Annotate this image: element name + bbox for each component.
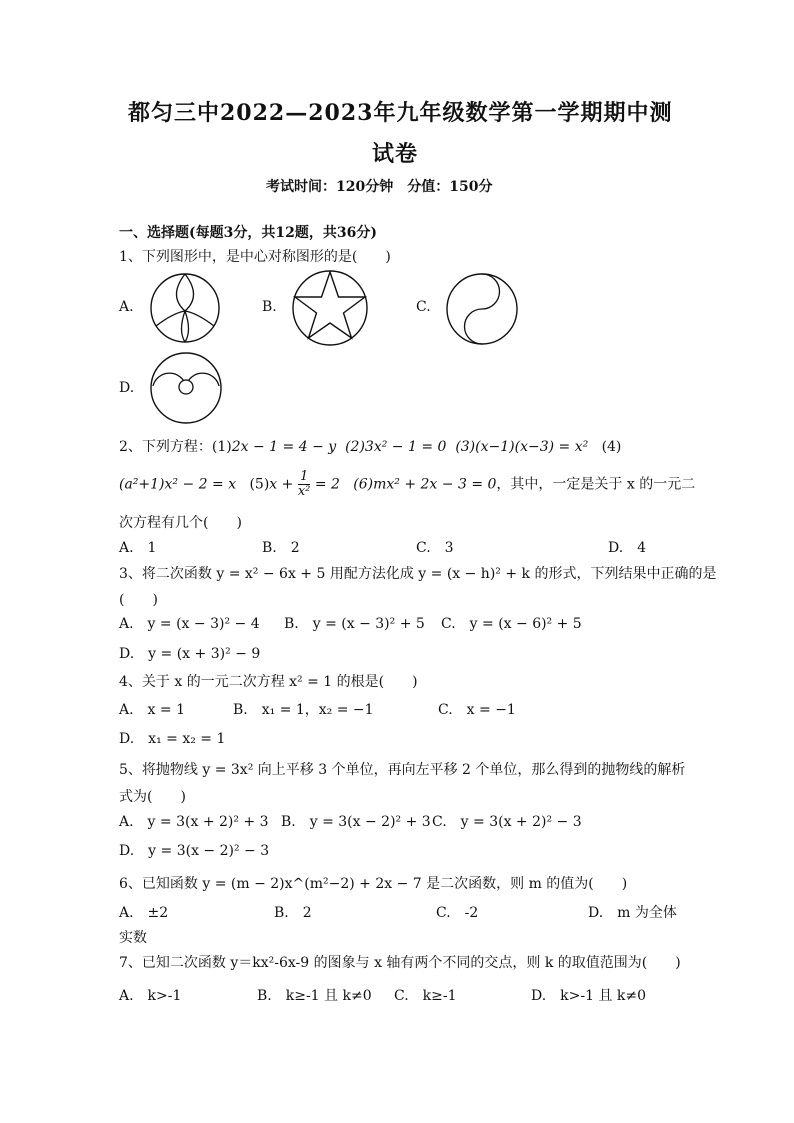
q2-eq5-fraction	[298, 470, 311, 499]
section-heading: 一、选择题(每题3分，共12题，共36分)	[119, 225, 377, 241]
q5-option-d: D. y = 3(x − 2)² − 3	[119, 843, 270, 859]
figure-a-three-lobes	[148, 271, 222, 345]
question-1-stem: 1、下列图形中，是中心对称图形的是( )	[119, 249, 391, 265]
q2-eq5-right: = 2	[314, 476, 340, 493]
q2-eq5-numerator: 1	[298, 470, 311, 485]
question-3-stem: 3、将二次函数 y = x² − 6x + 5 用配方法化成 y = (x − h)² + k 的形式，下列结果中正确的是	[119, 566, 717, 582]
q4-option-b: B. x₁ = 1，x₂ = −1	[233, 702, 374, 718]
q1-option-d-label: D.	[119, 380, 135, 396]
question-4-stem: 4、关于 x 的一元二次方程 x² = 1 的根是( )	[119, 674, 418, 690]
q2-tail: ，其中，一定是关于 x 的一元二	[496, 476, 696, 493]
question-2-line1	[119, 436, 621, 456]
q7-option-b: B. k≥-1 且 k≠0	[257, 988, 372, 1004]
q7-option-a: A. k>-1	[119, 988, 182, 1004]
q3-option-a: A. y = (x − 3)² − 4	[119, 616, 260, 632]
question-5-stem: 5、将抛物线 y = 3x² 向上平移 3 个单位，再向左平移 2 个单位，那么得到的抛物线的解析	[119, 762, 686, 778]
question-2-line2	[119, 470, 695, 499]
figure-b-star-circle	[290, 268, 370, 348]
q4-option-a: A. x = 1	[119, 702, 185, 718]
q5-option-b: B. y = 3(x − 2)² + 3	[281, 814, 431, 830]
q6-option-c: C. -2	[436, 905, 479, 921]
q6-option-d-continuation: 实数	[119, 930, 147, 946]
q2-eq4: (a²+1)x² − 2 = x	[119, 476, 237, 493]
exam-info: 考试时间：120分钟 分值：150分	[266, 179, 493, 195]
q7-option-d: D. k>-1 且 k≠0	[531, 988, 647, 1004]
q4-option-c: C. x = −1	[438, 702, 516, 718]
q1-option-c-label: C.	[416, 299, 431, 315]
q2-option-d: D. 4	[608, 540, 647, 556]
question-7-stem: 7、已知二次函数 y＝kx²-6x-9 的图象与 x 轴有两个不同的交点，则 k 的取值范围为( )	[119, 955, 681, 971]
q2-eq6: (6)mx² + 2x − 3 = 0	[353, 476, 497, 493]
exam-title-line1: 都匀三中2022—2023年九年级数学第一学期期中测	[128, 100, 673, 126]
q1-option-b-label: B.	[262, 299, 277, 315]
q2-prefix: 2、下列方程：(1)	[119, 439, 232, 455]
q6-option-d: D. m 为全体	[588, 905, 677, 921]
q5-option-a: A. y = 3(x + 2)² + 3	[119, 814, 269, 830]
q2-eq1: 2x − 1 = 4 − y	[231, 439, 337, 455]
q2-option-b: B. 2	[262, 540, 300, 556]
question-2-line3: 次方程有几个( )	[119, 515, 242, 531]
figure-c-yin-yang	[444, 271, 520, 347]
question-5-stem2: 式为( )	[119, 789, 186, 805]
q2-option-c: C. 3	[416, 540, 454, 556]
q2-eq2: (2)3x² − 1 = 0	[345, 439, 447, 455]
q2-eq5-left: x +	[269, 476, 294, 493]
q6-option-b: B. 2	[274, 905, 312, 921]
q2-option-a: A. 1	[119, 540, 157, 556]
question-3-stem2: ( )	[119, 592, 158, 608]
q3-option-b: B. y = (x − 3)² + 5	[284, 616, 425, 632]
q2-eq5-denominator: x²	[297, 484, 311, 499]
q7-option-c: C. k≥-1	[394, 988, 457, 1004]
q2-eq5-label: (5)	[249, 476, 270, 493]
figure-d-arcs-circle	[148, 350, 224, 426]
exam-title-line2: 试卷	[372, 141, 419, 167]
q1-option-a-label: A.	[119, 299, 134, 315]
q2-eq3: (3)(x−1)(x−3) = x²	[455, 439, 589, 455]
q3-option-c: C. y = (x − 6)² + 5	[441, 616, 582, 632]
question-6-stem: 6、已知函数 y = (m − 2)x^(m²−2) + 2x − 7 是二次函数，则 m 的值为( )	[119, 876, 628, 892]
q2-eq4-label: (4)	[601, 439, 622, 455]
q4-option-d: D. x₁ = x₂ = 1	[119, 731, 226, 747]
q6-option-a: A. ±2	[119, 905, 169, 921]
q3-option-d: D. y = (x + 3)² − 9	[119, 646, 261, 662]
q5-option-c: C. y = 3(x + 2)² − 3	[432, 814, 582, 830]
